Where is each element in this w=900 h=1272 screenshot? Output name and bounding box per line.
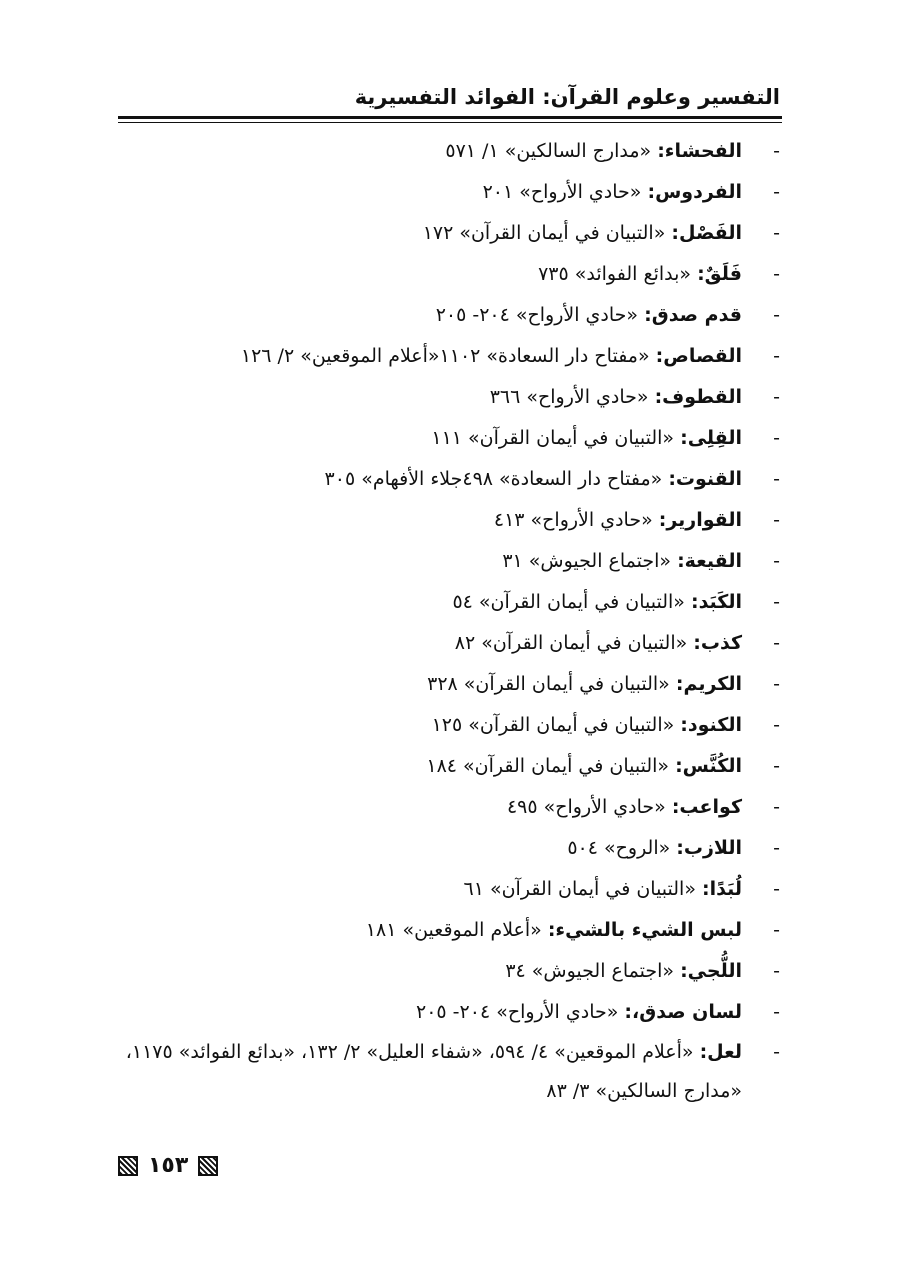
ornament-square-icon [198, 1156, 218, 1176]
entry-reference: «مدارج السالكين» ١/ ٥٧١ [445, 140, 652, 162]
entry-reference: «حادي الأرواح» ٢٠٤- ٢٠٥ [435, 304, 639, 326]
index-entry [110, 254, 780, 295]
entry-term: اللُّجي: [680, 960, 742, 982]
entry-dash: - [773, 222, 780, 244]
entry-dash: - [773, 714, 780, 736]
header-rule-thin [118, 122, 782, 123]
entry-term: لبس الشيء بالشيء: [547, 919, 742, 941]
index-entry [110, 418, 780, 459]
entry-dash: - [773, 140, 780, 162]
entry-reference: «بدائع الفوائد» ٧٣٥ [538, 263, 692, 285]
entry-reference: «التبيان في أيمان القرآن» ١٢٥ [431, 714, 675, 736]
entry-reference: «أعلام الموقعين» ٤/ ٥٩٤، «شفاء العليل» ٢/ ١٣٢، «بدائع الفوائد» ١١٧٥، «مدارج السالكين» ٣/ ٨٣ [125, 1041, 742, 1102]
index-entry [110, 500, 780, 541]
page-footer [118, 1150, 218, 1182]
entry-term: الفردوس: [647, 181, 742, 203]
entry-dash: - [773, 1001, 780, 1023]
entry-term: القنوت: [668, 468, 742, 490]
entry-reference: «التبيان في أيمان القرآن» ٨٢ [454, 632, 688, 654]
entry-dash: - [773, 509, 780, 531]
entry-dash: - [773, 878, 780, 900]
index-entry [110, 869, 780, 910]
entry-dash: - [773, 468, 780, 490]
entry-dash: - [773, 1041, 780, 1063]
entry-reference: «التبيان في أيمان القرآن» ٥٤ [452, 591, 685, 613]
index-entries-list [110, 131, 780, 1111]
entry-term: القوارير: [658, 509, 742, 531]
index-entry [110, 131, 780, 172]
entry-reference: «التبيان في أيمان القرآن» ١١١ [431, 427, 675, 449]
header-rule-thick [118, 116, 782, 119]
entry-dash: - [773, 796, 780, 818]
index-entry [110, 1033, 780, 1111]
page-number: ١٥٣ [148, 1153, 189, 1178]
index-entry [110, 746, 780, 787]
running-header-title: التفسير وعلوم القرآن: الفوائد التفسيرية [354, 85, 780, 109]
entry-term: لُبَدًا: [702, 878, 742, 900]
entry-reference: «التبيان في أيمان القرآن» ١٧٢ [422, 222, 666, 244]
entry-reference: «حادي الأرواح» ٢٠٤- ٢٠٥ [416, 1001, 619, 1023]
index-entry [110, 582, 780, 623]
entry-reference: «اجتماع الجيوش» ٣١ [502, 550, 672, 572]
entry-dash: - [773, 632, 780, 654]
entry-term: الكنود: [680, 714, 742, 736]
entry-dash: - [773, 591, 780, 613]
entry-dash: - [773, 427, 780, 449]
entry-reference: «مفتاح دار السعادة» ٤٩٨جلاء الأفهام» ٣٠٥ [324, 468, 663, 490]
index-entry [110, 541, 780, 582]
entry-reference: «أعلام الموقعين» ١٨١ [365, 919, 542, 941]
index-entry [110, 828, 780, 869]
index-entry [110, 951, 780, 992]
entry-reference: «التبيان في أيمان القرآن» ١٨٤ [426, 755, 670, 777]
entry-dash: - [773, 837, 780, 859]
entry-term: الكريم: [675, 673, 742, 695]
entry-dash: - [773, 673, 780, 695]
entry-dash: - [773, 263, 780, 285]
entry-term: القِلِى: [680, 427, 742, 449]
entry-term: القصاص: [655, 345, 742, 367]
entry-term: القطوف: [654, 386, 742, 408]
ornament-square-icon [118, 1156, 138, 1176]
index-entry [110, 623, 780, 664]
entry-term: فَلَقٌ: [697, 263, 742, 285]
entry-term: الكُنَّس: [675, 755, 742, 777]
index-entry [110, 295, 780, 336]
entry-reference: «حادي الأرواح» ٤١٣ [493, 509, 653, 531]
index-entry [110, 172, 780, 213]
index-entry [110, 910, 780, 951]
entry-reference: «التبيان في أيمان القرآن» ٦١ [463, 878, 696, 900]
entry-term: قدم صدق: [644, 304, 742, 326]
entry-dash: - [773, 181, 780, 203]
index-entry [110, 213, 780, 254]
entry-term: الفَصْل: [671, 222, 742, 244]
index-entry [110, 992, 780, 1033]
entry-term: القيعة: [677, 550, 742, 572]
entry-dash: - [773, 919, 780, 941]
entry-term: لعل: [699, 1041, 742, 1063]
entry-term: لسان صدق،: [624, 1001, 742, 1023]
index-entry [110, 664, 780, 705]
entry-dash: - [773, 960, 780, 982]
entry-term: كواعب: [671, 796, 742, 818]
entry-term: الكَبَد: [690, 591, 742, 613]
entry-dash: - [773, 345, 780, 367]
entry-term: كذب: [693, 632, 742, 654]
entry-reference: «مفتاح دار السعادة» ١١٠٢«أعلام الموقعين» ٢/ ١٢٦ [240, 345, 650, 367]
entry-reference: «حادي الأرواح» ٣٦٦ [489, 386, 649, 408]
index-entry [110, 787, 780, 828]
entry-term: الفحشاء: [657, 140, 742, 162]
entry-term: اللازب: [676, 837, 742, 859]
index-entry [110, 336, 780, 377]
entry-dash: - [773, 755, 780, 777]
entry-dash: - [773, 304, 780, 326]
entry-dash: - [773, 550, 780, 572]
index-entry [110, 377, 780, 418]
entry-reference: «الروح» ٥٠٤ [567, 837, 671, 859]
entry-dash: - [773, 386, 780, 408]
index-entry [110, 459, 780, 500]
entry-reference: «حادي الأرواح» ٤٩٥ [506, 796, 666, 818]
entry-reference: «التبيان في أيمان القرآن» ٣٢٨ [427, 673, 670, 695]
index-entry [110, 705, 780, 746]
entry-reference: «اجتماع الجيوش» ٣٤ [505, 960, 675, 982]
entry-reference: «حادي الأرواح» ٢٠١ [482, 181, 642, 203]
